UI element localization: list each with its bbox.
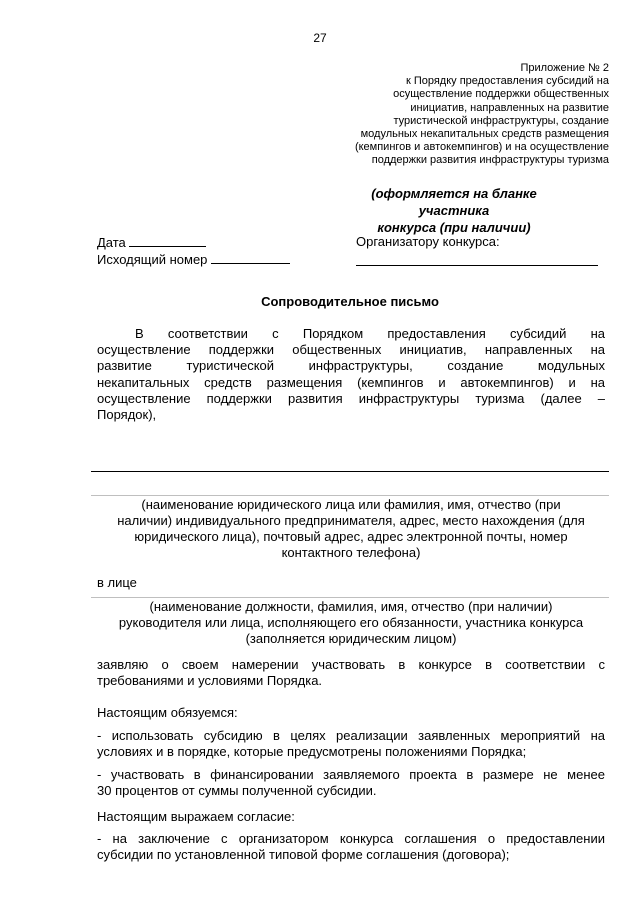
intent-line: требованиями и условиями Порядка. xyxy=(97,673,323,689)
document-title: Сопроводительное письмо xyxy=(261,294,439,309)
caption-line: юридического лица), почтовый адрес, адрес электронной почты, номер xyxy=(134,529,568,544)
letterhead-note-line: (оформляется на бланке участника xyxy=(371,186,537,218)
appendix-line: (кемпингов и автокемпингов) и на осуществление xyxy=(354,141,609,154)
intro-line: осуществление поддержки общественных инициатив, направленных на xyxy=(97,342,605,358)
caption-line: (наименование юридического лица или фамилия, имя, отчество (при xyxy=(141,497,561,512)
representative-blank-line[interactable] xyxy=(91,597,609,598)
recipient-blank[interactable] xyxy=(356,265,598,266)
outgoing-number-blank[interactable] xyxy=(211,251,290,264)
consent-heading: Настоящим выражаем согласие: xyxy=(97,809,295,824)
caption-line: (заполняется юридическим лицом) xyxy=(245,631,457,646)
appendix-line: инициатив, направленных на развитие xyxy=(410,101,609,114)
in-person-label: в лице xyxy=(97,575,137,590)
applicant-caption-rule xyxy=(91,495,609,496)
intro-line: развитие туристической инфраструктуры, создание модульных xyxy=(97,358,605,374)
appendix-line: туристической инфраструктуры, создание xyxy=(393,114,609,127)
date-field xyxy=(97,234,206,251)
appendix-line: модульных некапитальных средств размещения xyxy=(360,128,609,141)
appendix-line: осуществление поддержки общественных xyxy=(393,88,609,101)
consent-line: субсидии по установленной типовой форме соглашения (договора); xyxy=(97,847,510,863)
intro-line: некапитальных средств размещения (кемпингов и автокемпингов) и на xyxy=(97,374,605,390)
caption-line: руководителя или лица, исполняющего его обязанности, участника конкурса xyxy=(118,615,584,630)
intent-line: заявляю о своем намерении участвовать в конкурсе в соответствии с xyxy=(97,657,605,672)
appendix-line: к Порядку предоставления субсидий на xyxy=(405,75,609,88)
obligation-line: 30 процентов от суммы полученной субсидии. xyxy=(97,783,377,799)
intent-paragraph xyxy=(97,657,605,689)
obligation-line: - использовать субсидию в целях реализации заявленных мероприятий на xyxy=(97,728,605,743)
caption-line: (наименование должности, фамилия, имя, отчество (при наличии) xyxy=(149,599,553,614)
letterhead-note xyxy=(335,185,573,236)
outgoing-number-label: Исходящий номер xyxy=(97,252,208,267)
consent-item xyxy=(97,831,605,863)
representative-caption xyxy=(97,599,605,647)
outgoing-number-field xyxy=(97,251,290,268)
appendix-line: Приложение № 2 xyxy=(520,62,609,74)
caption-line: контактного телефона) xyxy=(281,545,421,560)
intro-line: осуществление поддержки развития инфраструктуры туризма (далее – xyxy=(97,390,605,406)
letterhead-note-line: конкурса (при наличии) xyxy=(377,220,531,235)
obligations-heading: Настоящим обязуемся: xyxy=(97,705,238,720)
consent-line: - на заключение с организатором конкурса соглашения о предоставлении xyxy=(97,831,605,846)
intro-line: Порядок), xyxy=(97,406,157,422)
date-label: Дата xyxy=(97,235,126,250)
applicant-blank-line[interactable] xyxy=(91,471,609,472)
recipient-label: Организатору конкурса: xyxy=(356,234,500,249)
obligation-line: условиях и в порядке, которые предусмотрены положениями Порядка; xyxy=(97,744,527,760)
appendix-line: поддержки развития инфраструктуры туризма xyxy=(371,154,609,167)
caption-line: наличии) индивидуального предпринимателя, адрес, место нахождения (для xyxy=(117,513,585,528)
intro-line: В соответствии с Порядком предоставления субсидий на xyxy=(135,326,605,341)
obligation-line: - участвовать в финансировании заявляемого проекта в размере не менее xyxy=(97,767,605,782)
applicant-caption xyxy=(97,497,605,561)
appendix-header xyxy=(289,62,609,168)
obligation-item xyxy=(97,767,605,799)
page-number: 27 xyxy=(313,31,327,45)
obligation-item xyxy=(97,728,605,760)
date-blank[interactable] xyxy=(129,234,206,247)
intro-paragraph xyxy=(97,326,605,423)
